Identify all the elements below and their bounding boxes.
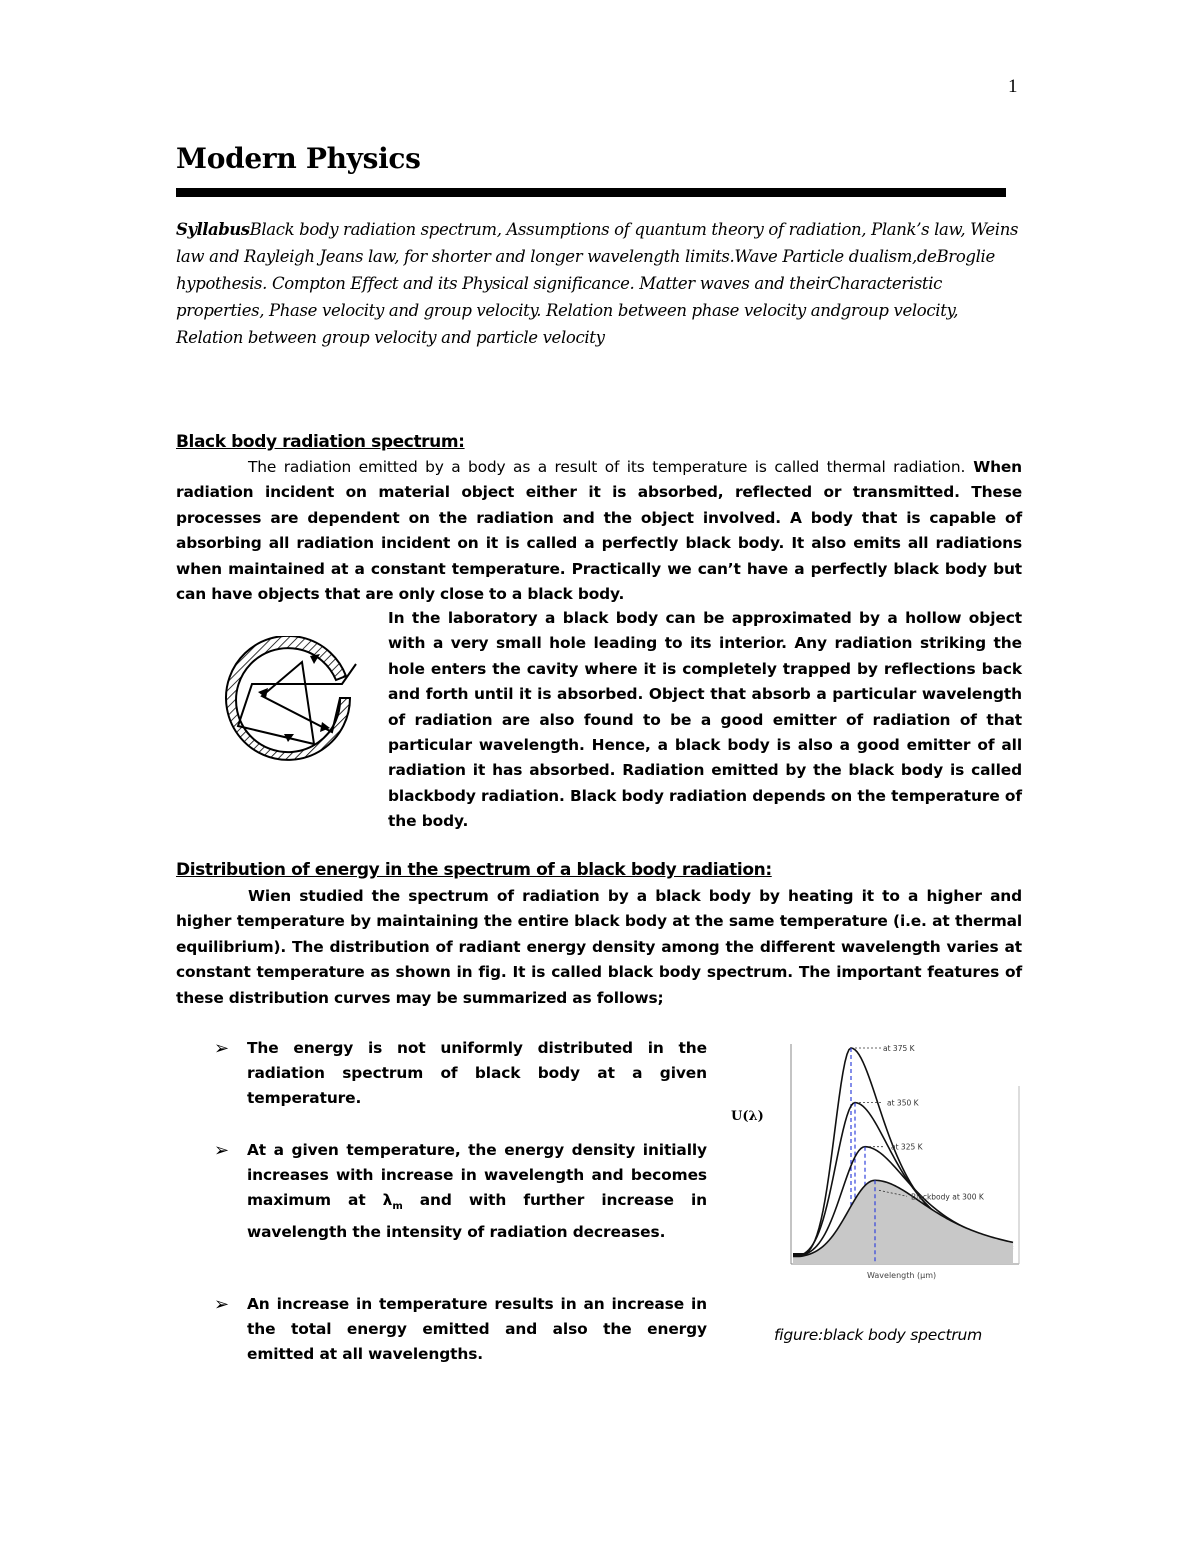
lambda-symbol: λ bbox=[382, 1191, 393, 1210]
list-item-text-pre: At a given temperature, the energy density initially increases with increase in wavelength and becomes maximum at bbox=[247, 1141, 707, 1210]
chart-ylabel: U(λ) bbox=[731, 1109, 764, 1124]
arrow-bullet-icon: ➢ bbox=[214, 1038, 230, 1059]
series-label-0: at 375 K bbox=[883, 1044, 915, 1053]
arrow-bullet-icon: ➢ bbox=[214, 1294, 230, 1315]
list-item-text bbox=[247, 1138, 707, 1245]
syllabus-lead: Syllabus bbox=[176, 220, 250, 239]
distribution-text: Wien studied the spectrum of radiation by a black body by heating it to a higher and higher temperature by maintaining the entire black body at the same temperature (i.e. at thermal equilibrium). The distribution of radiant energy density among the different wavelength varies at constant temperature as shown in fig. It is called black body spectrum. The important features of these distribution curves may be summarized as follows; bbox=[176, 887, 1022, 1007]
blackbody-paragraph bbox=[176, 455, 1022, 607]
blackbody-rest: When radiation incident on material object either it is absorbed, reflected or transmitted. These processes are dependent on the radiation and the object involved. A body that is capable of absorbing all radiation incident on it is called a perfectly black body. It also emits all radiations when maintained at a constant temperature. Practically we can’t have a perfectly black body but can have objects that are only close to a black body. bbox=[176, 458, 1022, 604]
blackbody-first-sentence: The radiation emitted by a body as a result of its temperature is called thermal radiation. bbox=[248, 458, 966, 476]
list-item-text-post: and with further increase in wavelength the intensity of radiation decreases. bbox=[247, 1191, 708, 1241]
page-title: Modern Physics bbox=[176, 142, 421, 175]
series-label-3: Blackbody at 300 K bbox=[911, 1192, 984, 1202]
section-heading-distribution: Distribution of energy in the spectrum of a black body radiation: bbox=[176, 860, 772, 880]
page-number: 1 bbox=[1008, 76, 1018, 97]
lambda-subscript: m bbox=[392, 1201, 403, 1213]
cavity-diagram bbox=[222, 636, 360, 768]
blackbody-spectrum-chart bbox=[725, 1036, 1025, 1286]
syllabus bbox=[176, 216, 1021, 351]
distribution-paragraph bbox=[176, 884, 1022, 1011]
ray-arrows bbox=[258, 654, 330, 742]
figure-caption: figure:black body spectrum bbox=[774, 1326, 983, 1344]
title-rule bbox=[176, 188, 1006, 197]
list-item-text: The energy is not uniformly distributed in the radiation spectrum of black body at a given temperature. bbox=[247, 1039, 707, 1108]
section-heading-blackbody: Black body radiation spectrum: bbox=[176, 432, 465, 452]
series-label-2: at 325 K bbox=[891, 1142, 923, 1152]
syllabus-text: Black body radiation spectrum, Assumptions of quantum theory of radiation, Plank’s law, Weins law and Rayleigh Jeans law, for shorter and longer wavelength limits.Wave Particle dualism,deBroglie hypothesis. Compton Effect and its Physical significance. Matter waves and theirCharacteristic properties, Phase velocity and group velocity. Relation between phase velocity andgroup velocity, Relation between group velocity and particle velocity bbox=[176, 220, 1019, 347]
arrow-bullet-icon: ➢ bbox=[214, 1140, 230, 1161]
series-label-1: at 350 K bbox=[887, 1098, 919, 1108]
list-item-text: An increase in temperature results in an increase in the total energy emitted and also the energy emitted at all wavelengths. bbox=[247, 1295, 707, 1364]
chart-xlabel: Wavelength (μm) bbox=[867, 1271, 937, 1280]
laboratory-paragraph: In the laboratory a black body can be approximated by a hollow object with a very small hole leading to its interior. Any radiation striking the hole enters the cavity where it is completely trapped by reflections back and forth until it is absorbed. Object that absorb a particular wavelength of radiation are also found to be a good emitter of radiation of that particular wavelength. Hence, a black body is also a good emitter of all radiation it has absorbed. Radiation emitted by the black body is called blackbody radiation. Black body radiation depends on the temperature of the body. bbox=[388, 609, 1022, 831]
